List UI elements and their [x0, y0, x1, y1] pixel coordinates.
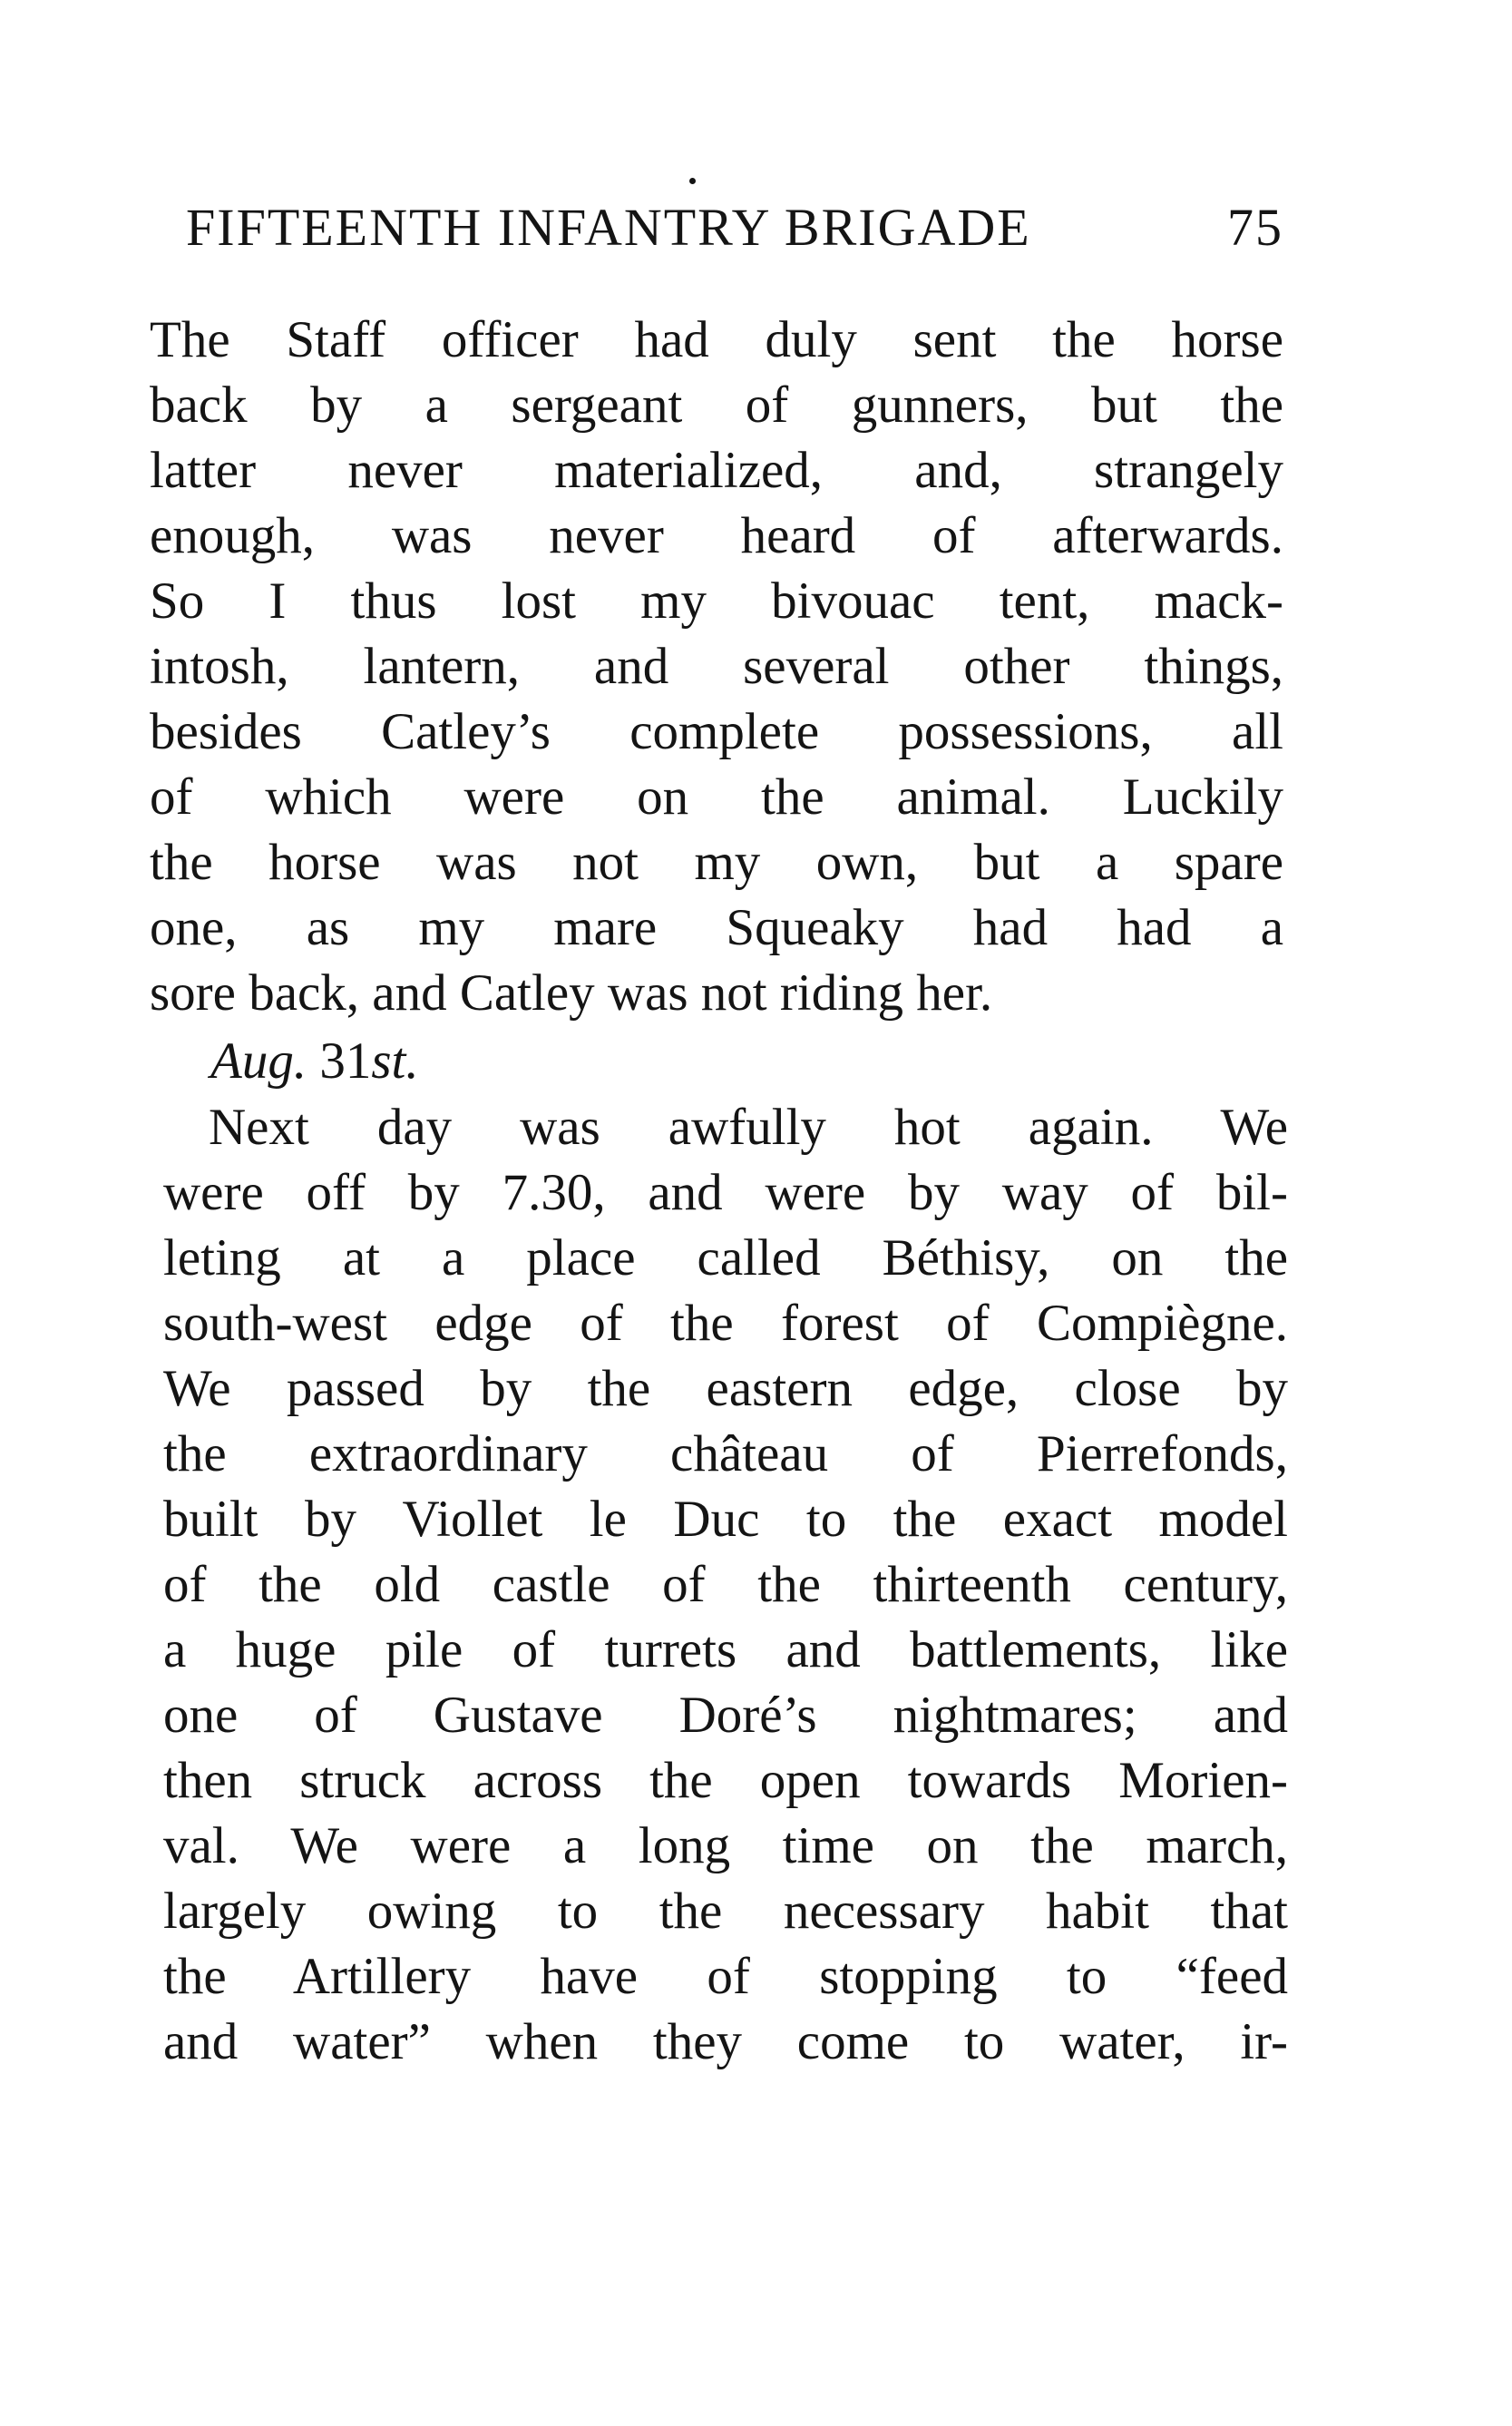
- text-line: besides Catley’s complete possessions, all: [150, 703, 1283, 760]
- text-line: We passed by the eastern edge, close by: [163, 1360, 1288, 1417]
- running-head: [186, 195, 1283, 259]
- text-line: So I thus lost my bivouac tent, mack-: [150, 572, 1283, 630]
- running-head-title: FIFTEENTH INFANTRY BRIGADE: [186, 197, 1031, 257]
- text-line: the Artillery have of stopping to “feed: [163, 1948, 1288, 2005]
- text-line: val. We were a long time on the march,: [163, 1817, 1288, 1874]
- text-line: the extraordinary château of Pierrefonds,: [163, 1425, 1288, 1482]
- text-line: sore back, and Catley was not riding her.: [150, 964, 993, 1022]
- text-line: built by Viollet le Duc to the exact model: [163, 1491, 1288, 1548]
- text-line: were off by 7.30, and were by way of bil-: [163, 1164, 1288, 1221]
- text-line: one, as my mare Squeaky had had a: [150, 899, 1283, 956]
- text-line: latter never materialized, and, strangely: [150, 442, 1283, 499]
- text-line: then struck across the open towards Morien-: [163, 1752, 1288, 1809]
- date-day: 31: [319, 1032, 372, 1090]
- text-line: the horse was not my own, but a spare: [150, 834, 1283, 891]
- text-line: Next day was awfully hot again. We: [209, 1099, 1288, 1156]
- text-line: back by a sergeant of gunners, but the: [150, 377, 1283, 434]
- page-number: 75: [1227, 197, 1283, 257]
- text-line: one of Gustave Doré’s nightmares; and: [163, 1687, 1288, 1744]
- text-line: of which were on the animal. Luckily: [150, 768, 1283, 826]
- text-line: and water” when they come to water, ir-: [163, 2013, 1288, 2070]
- text-line: intosh, lantern, and several other things,: [150, 638, 1283, 695]
- date-suffix: st.: [371, 1032, 419, 1090]
- text-line: The Staff officer had duly sent the horse: [150, 311, 1283, 368]
- date-heading: [210, 1030, 419, 1093]
- text-line: south-west edge of the forest of Compiègne.: [163, 1295, 1288, 1352]
- text-line: leting at a place called Béthisy, on the: [163, 1229, 1288, 1286]
- text-line: largely owing to the necessary habit that: [163, 1883, 1288, 1940]
- date-month: Aug.: [210, 1032, 307, 1090]
- text-line: a huge pile of turrets and battlements, like: [163, 1621, 1288, 1678]
- text-line: enough, was never heard of afterwards.: [150, 507, 1283, 564]
- print-dot: [689, 178, 696, 184]
- text-line: of the old castle of the thirteenth century,: [163, 1556, 1288, 1613]
